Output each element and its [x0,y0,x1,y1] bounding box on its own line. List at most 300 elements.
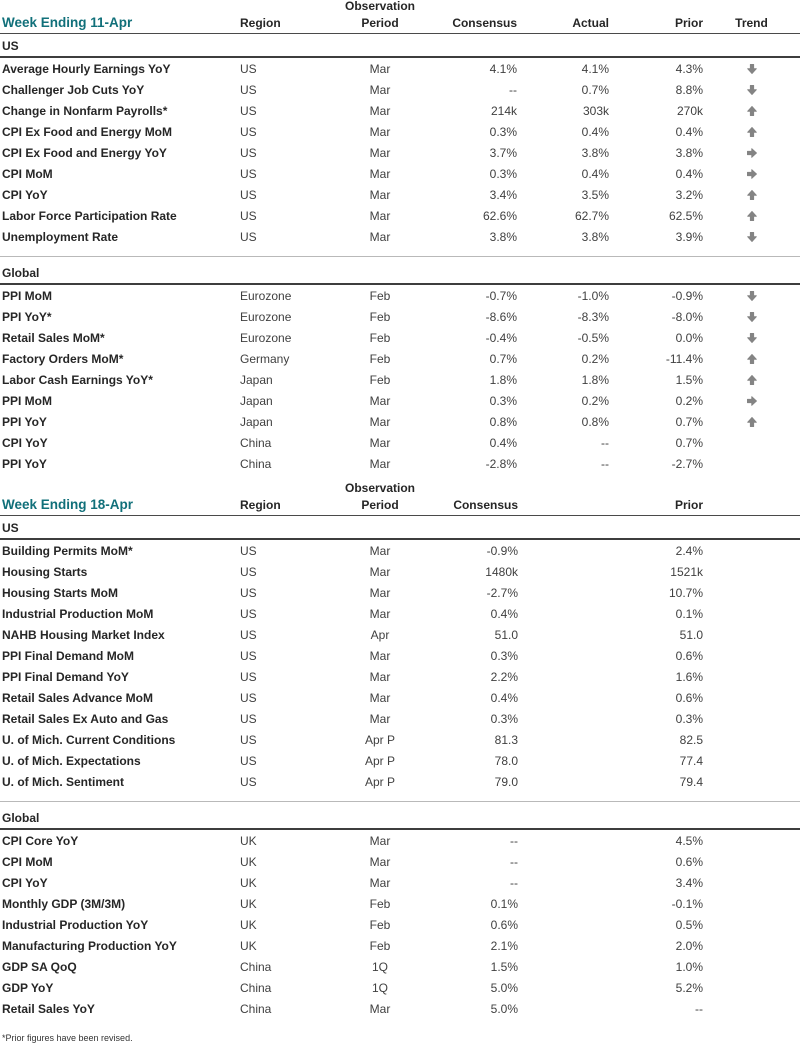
observation-header-row [0,482,800,495]
consensus-cell: -0.4% [485,330,517,345]
region-cell: US [240,187,257,202]
table-row [0,390,800,411]
trend-cell [703,327,800,348]
consensus-cell: 78.0 [494,753,518,768]
prior-cell: -0.9% [671,288,703,303]
region-cell: China [240,959,272,974]
table-row [0,645,800,666]
period-cell: Feb [369,938,391,953]
table-row [0,306,800,327]
consensus-cell: -0.9% [486,543,518,558]
prior-cell: 4.3% [675,61,703,76]
consensus-cell: 0.1% [490,896,518,911]
period-cell: Mar [369,606,391,621]
table-row [0,163,800,184]
indicator-cell: Industrial Production YoY [2,917,149,932]
prior-cell: 0.2% [675,393,703,408]
region-cell: UK [240,875,257,890]
prior-cell: 1.5% [675,372,703,387]
empty-cell [703,645,800,666]
period-cell: 1Q [371,959,388,974]
region-cell: Eurozone [240,330,292,345]
period-cell: Apr [370,627,390,642]
prior-cell: 79.4 [679,774,703,789]
actual-cell: -8.3% [577,309,609,324]
consensus-cell: 0.3% [489,393,517,408]
indicator-cell: Retail Sales YoY [2,1001,95,1016]
consensus-cell: 1.5% [490,959,518,974]
prior-cell: 1521k [670,564,703,579]
period-cell: Mar [369,711,391,726]
table-row [0,977,800,998]
consensus-cell: 0.4% [490,606,518,621]
prior-cell: 2.4% [675,543,703,558]
consensus-cell: -8.6% [485,309,517,324]
period-cell: Mar [369,1001,391,1016]
trend-cell [703,57,800,79]
actual-cell: 1.8% [581,372,609,387]
prior-cell: 4.5% [675,833,703,848]
prior-cell: 82.5 [679,732,703,747]
indicator-cell: PPI YoY* [2,309,52,324]
table-row [0,666,800,687]
prior-cell: -- [695,1001,703,1016]
section-label: US [0,34,800,58]
indicator-cell: CPI YoY [2,435,48,450]
section-row-us [0,34,800,58]
indicator-cell: PPI YoY [2,456,47,471]
actual-cell: -1.0% [577,288,609,303]
region-cell: US [240,82,257,97]
table-row [0,184,800,205]
prior-cell: 0.4% [675,124,703,139]
observation-header-row [0,0,800,13]
up-arrow-icon [747,211,757,221]
period-cell: Apr P [364,753,395,768]
period-cell: Mar [369,145,391,160]
consensus-cell: 79.0 [494,774,518,789]
section-label: Global [0,802,800,830]
column-header-period: Period [340,13,420,34]
period-cell: Feb [369,330,391,345]
prior-cell: 2.0% [675,938,703,953]
trend-cell [703,226,800,247]
consensus-cell: 3.8% [489,229,517,244]
up-arrow-icon [747,106,757,116]
period-cell: Mar [369,229,391,244]
prior-cell: 3.2% [675,187,703,202]
consensus-cell: -- [510,854,518,869]
column-header-consensus: Consensus [420,13,517,34]
region-cell: US [240,606,257,621]
consensus-cell: 81.3 [494,732,518,747]
indicator-cell: GDP YoY [2,980,54,995]
consensus-cell: 0.7% [489,351,517,366]
prior-cell: 0.4% [675,166,703,181]
actual-cell: 62.7% [574,208,609,223]
period-cell: Mar [369,103,391,118]
actual-cell: 0.7% [581,82,609,97]
trend-cell [703,284,800,306]
column-header-trend: Trend [703,13,800,34]
indicator-cell: Factory Orders MoM* [2,351,124,366]
table-row [0,539,800,561]
consensus-cell: 5.0% [490,980,518,995]
actual-cell: -- [601,435,609,450]
region-cell: US [240,124,257,139]
period-cell: Mar [369,208,391,223]
table-row [0,348,800,369]
prior-cell: 0.0% [675,330,703,345]
region-cell: US [240,103,257,118]
trend-cell [703,205,800,226]
prior-cell: 0.7% [675,435,703,450]
consensus-cell: 1.8% [489,372,517,387]
trend-cell [703,100,800,121]
trend-cell [703,453,800,474]
indicator-cell: Labor Force Participation Rate [2,208,177,223]
week-11-apr-table [0,0,800,474]
table-row [0,432,800,453]
right-arrow-icon [747,396,757,406]
region-cell: Eurozone [240,288,292,303]
indicator-cell: Monthly GDP (3M/3M) [2,896,126,911]
indicator-cell: CPI Core YoY [2,833,79,848]
period-cell: Mar [369,435,391,450]
table-row [0,851,800,872]
trend-cell [703,390,800,411]
prior-cell: -0.1% [671,896,703,911]
empty-cell [703,708,800,729]
section-gap [0,247,800,257]
section-label: Global [0,257,800,285]
table-row [0,914,800,935]
period-cell: Mar [369,833,391,848]
right-arrow-icon [747,169,757,179]
indicator-cell: U. of Mich. Sentiment [2,774,125,789]
empty-cell [703,561,800,582]
table-row [0,100,800,121]
consensus-cell: -2.8% [485,456,517,471]
consensus-cell: 2.1% [490,938,518,953]
region-cell: UK [240,833,257,848]
indicator-cell: U. of Mich. Current Conditions [2,732,176,747]
down-arrow-icon [747,291,757,301]
trend-cell [703,306,800,327]
consensus-cell: -- [510,833,518,848]
region-cell: UK [240,917,257,932]
column-header-region: Region [240,495,340,516]
up-arrow-icon [747,127,757,137]
indicator-cell: PPI MoM [2,288,52,303]
region-cell: US [240,564,257,579]
prior-cell: 8.8% [675,82,703,97]
table-row [0,121,800,142]
region-cell: China [240,980,272,995]
empty-cell [703,956,800,977]
indicator-cell: Change in Nonfarm Payrolls* [2,103,168,118]
indicator-cell: CPI MoM [2,166,53,181]
consensus-cell: -- [509,82,517,97]
column-header-prior: Prior [518,495,703,516]
actual-cell: 0.2% [581,351,609,366]
prior-cell: -8.0% [671,309,703,324]
consensus-cell: 3.7% [489,145,517,160]
consensus-cell: -- [510,875,518,890]
indicator-cell: Building Permits MoM* [2,543,133,558]
indicator-cell: Housing Starts [2,564,88,579]
actual-cell: 0.4% [581,166,609,181]
indicator-cell: Challenger Job Cuts YoY [2,82,145,97]
region-cell: Eurozone [240,309,292,324]
table-row [0,935,800,956]
prior-cell: 270k [676,103,703,118]
consensus-cell: 0.3% [489,166,517,181]
region-cell: China [240,1001,272,1016]
empty-cell [703,666,800,687]
week-18-apr-table [0,482,800,1019]
consensus-cell: 1480k [485,564,518,579]
table-row [0,872,800,893]
indicator-cell: U. of Mich. Expectations [2,753,141,768]
table-row [0,284,800,306]
empty-cell [703,750,800,771]
actual-cell: 0.2% [581,393,609,408]
trend-cell [703,369,800,390]
consensus-cell: 0.3% [490,648,518,663]
region-cell: China [240,456,272,471]
period-cell: Mar [369,456,391,471]
table-row [0,750,800,771]
empty-cell [703,914,800,935]
table-row [0,771,800,792]
actual-cell: -0.5% [577,330,609,345]
table-row [0,561,800,582]
indicator-cell: Labor Cash Earnings YoY* [2,372,153,387]
indicator-cell: PPI MoM [2,393,52,408]
empty-cell [703,624,800,645]
consensus-cell: 62.6% [482,208,517,223]
indicator-cell: Industrial Production MoM [2,606,154,621]
prior-cell: 0.1% [675,606,703,621]
empty-cell [703,582,800,603]
empty-cell [703,893,800,914]
prior-cell: 0.6% [675,690,703,705]
trend-cell [703,432,800,453]
consensus-cell: -0.7% [485,288,517,303]
up-arrow-icon [747,354,757,364]
region-cell: US [240,753,257,768]
empty-cell [703,539,800,561]
region-cell: US [240,774,257,789]
indicator-cell: Retail Sales MoM* [2,330,105,345]
table-row [0,226,800,247]
region-cell: Germany [240,351,290,366]
consensus-cell: -2.7% [486,585,518,600]
period-cell: Feb [369,351,391,366]
period-cell: Mar [369,585,391,600]
empty-cell [703,829,800,851]
actual-cell: 3.8% [581,229,609,244]
indicator-cell: CPI Ex Food and Energy YoY [2,145,167,160]
prior-cell: 0.6% [675,648,703,663]
table-row [0,893,800,914]
consensus-cell: 0.6% [490,917,518,932]
prior-cell: 3.4% [675,875,703,890]
week-title: Week Ending 18-Apr [0,495,240,516]
consensus-cell: 3.4% [489,187,517,202]
period-cell: Feb [369,917,391,932]
indicator-cell: PPI Final Demand YoY [2,669,129,684]
indicator-cell: Retail Sales Advance MoM [2,690,153,705]
column-header-prior: Prior [609,13,703,34]
period-cell: Apr P [364,774,395,789]
region-cell: UK [240,938,257,953]
period-cell: Mar [369,82,391,97]
empty-cell [703,771,800,792]
consensus-cell: 214k [490,103,517,118]
trend-cell [703,348,800,369]
prior-cell: 51.0 [679,627,703,642]
indicator-cell: CPI MoM [2,854,53,869]
region-cell: Japan [240,372,273,387]
region-cell: US [240,669,257,684]
section-row-global [0,257,800,285]
region-cell: US [240,732,257,747]
table-row [0,624,800,645]
prior-cell: 5.2% [675,980,703,995]
down-arrow-icon [747,85,757,95]
table-row [0,956,800,977]
consensus-cell: 0.3% [490,711,518,726]
period-cell: Mar [369,669,391,684]
empty-cell [703,729,800,750]
column-header-row [0,13,800,34]
consensus-cell: 4.1% [489,61,517,76]
region-cell: Japan [240,393,273,408]
region-cell: US [240,711,257,726]
prior-cell: 0.7% [675,414,703,429]
period-cell: Feb [369,288,391,303]
section-row-global [0,802,800,830]
table-row [0,582,800,603]
column-header-region: Region [240,13,340,34]
period-cell: Mar [369,414,391,429]
up-arrow-icon [747,375,757,385]
period-cell: Feb [369,309,391,324]
indicator-cell: CPI YoY [2,875,48,890]
period-cell: Mar [369,61,391,76]
actual-cell: 0.8% [581,414,609,429]
region-cell: Japan [240,414,273,429]
region-cell: US [240,145,257,160]
period-cell: Mar [369,690,391,705]
indicator-cell: NAHB Housing Market Index [2,627,165,642]
actual-cell: -- [601,456,609,471]
empty-cell [703,851,800,872]
actual-cell: 4.1% [581,61,609,76]
trend-cell [703,184,800,205]
table-row [0,369,800,390]
table-row [0,687,800,708]
section-gap [0,792,800,802]
consensus-cell: 0.3% [489,124,517,139]
prior-cell: 1.0% [675,959,703,974]
indicator-cell: Manufacturing Production YoY [2,938,177,953]
consensus-cell: 0.4% [489,435,517,450]
period-cell: 1Q [371,980,388,995]
down-arrow-icon [747,232,757,242]
actual-cell: 0.4% [581,124,609,139]
empty-cell [703,603,800,624]
period-cell: Feb [369,896,391,911]
trend-cell [703,121,800,142]
region-cell: US [240,208,257,223]
region-cell: US [240,585,257,600]
period-cell: Mar [369,854,391,869]
indicator-cell: CPI YoY [2,187,48,202]
period-cell: Apr P [364,732,395,747]
column-header-consensus: Consensus [420,495,518,516]
region-cell: US [240,229,257,244]
actual-cell: 3.5% [581,187,609,202]
table-row [0,79,800,100]
trend-cell [703,79,800,100]
actual-cell: 3.8% [581,145,609,160]
region-cell: US [240,543,257,558]
column-header-period: Period [340,495,420,516]
down-arrow-icon [747,333,757,343]
up-arrow-icon [747,190,757,200]
empty-cell [703,977,800,998]
empty-cell [703,998,800,1019]
period-cell: Mar [369,393,391,408]
prior-cell: 0.3% [675,711,703,726]
trend-cell [703,411,800,432]
period-cell: Feb [369,372,391,387]
actual-cell: 303k [582,103,609,118]
consensus-cell: 0.8% [489,414,517,429]
region-cell: US [240,627,257,642]
indicator-cell: Average Hourly Earnings YoY [2,61,171,76]
empty-cell [703,935,800,956]
table-row [0,603,800,624]
region-cell: UK [240,896,257,911]
week-title: Week Ending 11-Apr [0,13,240,34]
prior-cell: 3.8% [675,145,703,160]
table-row [0,729,800,750]
up-arrow-icon [747,417,757,427]
table-row [0,411,800,432]
empty-cell [703,687,800,708]
region-cell: US [240,690,257,705]
section-row-us [0,516,800,540]
down-arrow-icon [747,64,757,74]
prior-cell: -2.7% [671,456,703,471]
indicator-cell: PPI Final Demand MoM [2,648,135,663]
period-cell: Mar [369,648,391,663]
consensus-cell: 0.4% [490,690,518,705]
region-cell: US [240,166,257,181]
prior-cell: -11.4% [665,351,703,366]
region-cell: UK [240,854,257,869]
region-cell: US [240,648,257,663]
column-header-actual: Actual [517,13,609,34]
table-row [0,327,800,348]
period-cell: Mar [369,543,391,558]
right-arrow-icon [747,148,757,158]
table-row [0,708,800,729]
